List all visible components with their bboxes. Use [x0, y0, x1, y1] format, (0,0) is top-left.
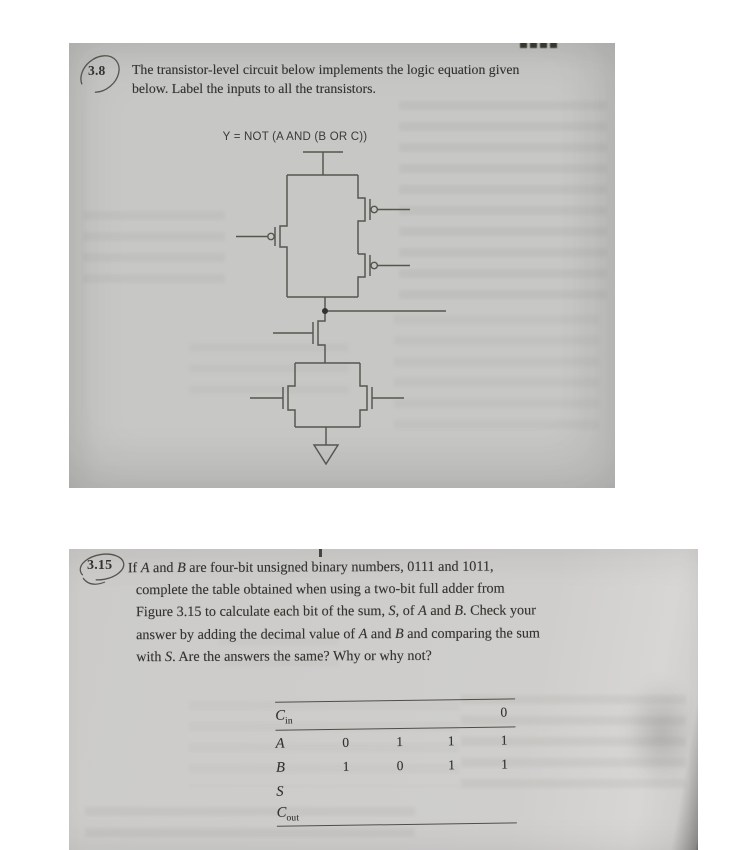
table-rule-top	[275, 698, 515, 703]
pmos-bubble	[371, 206, 377, 212]
table-cell	[374, 782, 426, 802]
row-label: B	[275, 759, 286, 776]
pmos-bubble	[371, 262, 377, 268]
text-line: answer by adding the decimal value of A and B and comparing the sum	[136, 625, 540, 643]
table-cell	[427, 802, 478, 822]
table-row-s	[274, 780, 532, 802]
table-cell	[318, 782, 374, 802]
table-cell	[477, 780, 532, 800]
pmos-right-top	[358, 175, 410, 254]
pullup-network	[236, 175, 410, 311]
table-cell: 0	[500, 704, 508, 720]
nmos-parallel-left	[250, 363, 295, 427]
row-label: A	[275, 735, 285, 752]
table-cell	[373, 706, 425, 726]
table-row-cin	[273, 704, 531, 726]
logic-equation: Y = NOT (A AND (B OR C))	[222, 131, 368, 143]
bleed-through-text	[83, 211, 225, 289]
table-cell: 1	[342, 758, 350, 774]
adder-table	[273, 697, 533, 831]
table-rule-mid	[276, 726, 516, 731]
table-cell: 0	[396, 757, 404, 774]
page-curl-shadow	[625, 677, 695, 787]
photo-problem-3-15	[69, 549, 698, 850]
table-cell: 1	[447, 733, 455, 749]
table-row-b	[274, 756, 532, 778]
output-node	[322, 308, 328, 314]
photo-problem-3-8	[69, 43, 615, 488]
row-label: $C_{in}$	[275, 707, 293, 727]
pmos-bubble	[268, 233, 274, 239]
row-label: S	[276, 783, 284, 800]
table-cell	[425, 705, 476, 725]
table-cell: 1	[501, 756, 508, 772]
text-line: complete the table obtained when using a two-bit full adder from	[135, 580, 505, 599]
table-cell: 1	[448, 757, 455, 773]
problem-3-15-text	[128, 555, 673, 668]
table-cell	[375, 803, 427, 823]
table-cell: 1	[500, 732, 508, 748]
table-cell	[478, 801, 533, 821]
table-cell: 0	[342, 734, 350, 750]
problem-number: 3.8	[88, 63, 106, 78]
nmos-parallel-right	[360, 363, 404, 427]
nmos-series	[273, 311, 325, 363]
text-line: Figure 3.15 to calculate each bit of the sum, S, of A and B. Check your	[135, 602, 536, 621]
text-line: with S. Are the answers the same? Why or why not?	[136, 647, 432, 665]
table-row-a	[274, 732, 532, 754]
problem-number: 3.15	[87, 558, 113, 573]
table-row-cout	[275, 801, 533, 823]
text-line: If A and B are four-bit unsigned binary numbers, 0111 and 1011,	[127, 558, 494, 577]
pmos-right-bottom	[358, 254, 410, 297]
table-cell	[317, 706, 373, 726]
problem-3-8-text	[132, 61, 612, 99]
cropped-header-text-fragment	[520, 43, 560, 48]
row-label: $C_{out}$	[276, 804, 300, 824]
table-cell: 1	[396, 733, 404, 750]
pulldown-network	[250, 363, 404, 445]
table-cell	[319, 803, 375, 823]
circuit-diagram	[230, 145, 460, 475]
pmos-left	[236, 175, 287, 297]
vdd-rail	[303, 152, 343, 175]
text-line: below. Label the inputs to all the transistors.	[132, 80, 376, 96]
text-line: The transistor-level circuit below implements the logic equation given	[132, 62, 520, 77]
ground-symbol	[314, 445, 338, 464]
table-cell	[426, 781, 477, 801]
